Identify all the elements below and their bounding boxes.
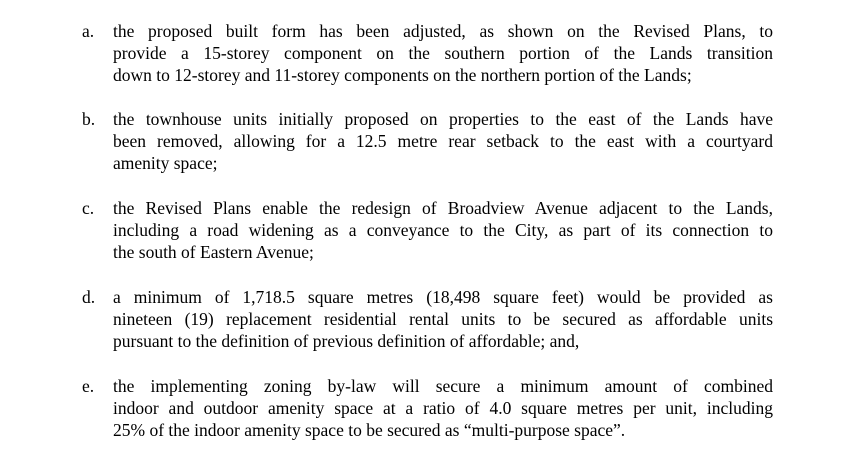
list-item-text-line: been removed, allowing for a 12.5 metre rear setback to the east with a courtyard [113, 131, 773, 151]
list-item-text-line: amenity space; [113, 153, 218, 173]
list-item-text-line: a minimum of 1,718.5 square metres (18,498 square feet) would be provided as [113, 287, 773, 307]
list-item-text-line: including a road widening as a conveyance to the City, as part of its connection to [113, 220, 773, 240]
list-marker: d. [82, 287, 96, 307]
list-item-text-line: the implementing zoning by-law will secure a minimum amount of combined [113, 376, 773, 396]
list-item-text-line: the townhouse units initially proposed on properties to the east of the Lands have [113, 109, 773, 129]
list-item-text-line: the Revised Plans enable the redesign of Broadview Avenue adjacent to the Lands, [113, 198, 773, 218]
list-item-text-line: pursuant to the definition of previous definition of affordable; and, [113, 331, 580, 351]
list-marker: e. [82, 376, 95, 396]
list-marker: c. [82, 198, 95, 218]
list-item-text-line: provide a 15-storey component on the southern portion of the Lands transition [113, 43, 773, 63]
list-item-text-line: down to 12-storey and 11-storey components on the northern portion of the Lands; [113, 65, 692, 85]
list-item-text-line: the proposed built form has been adjusted, as shown on the Revised Plans, to [113, 21, 773, 41]
list-marker: a. [82, 21, 95, 41]
list-marker: b. [82, 109, 96, 129]
list-item-text-line: indoor and outdoor amenity space at a ratio of 4.0 square metres per unit, including [113, 398, 773, 418]
list-item-text-line: nineteen (19) replacement residential rental units to be secured as affordable units [113, 309, 773, 329]
list-item-text-line: 25% of the indoor amenity space to be secured as “multi-purpose space”. [113, 420, 626, 440]
list-item-text-line: the south of Eastern Avenue; [113, 242, 314, 262]
